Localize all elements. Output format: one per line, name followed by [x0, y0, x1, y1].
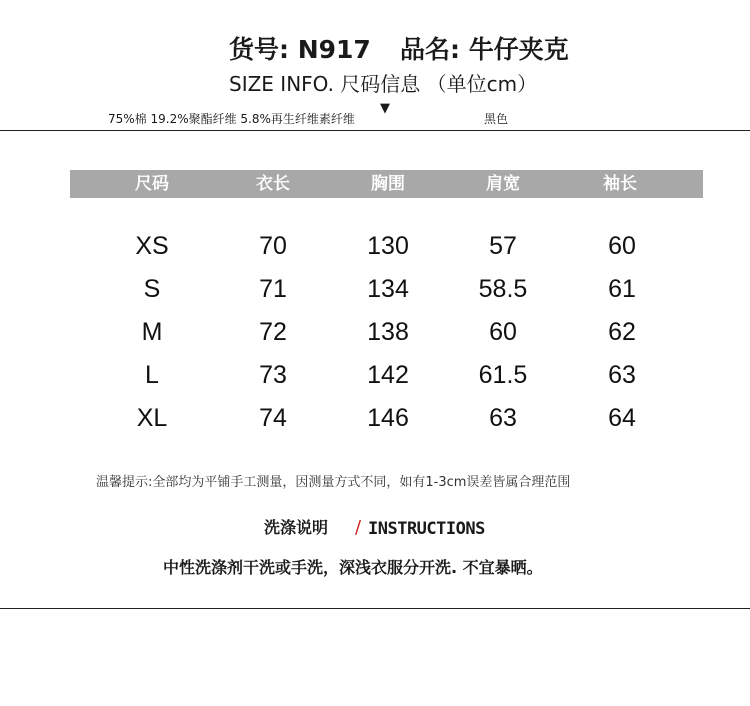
bottom-divider — [0, 608, 750, 609]
size-cell: XL — [136, 404, 168, 432]
chest-cell: 138 — [367, 318, 409, 346]
color-label: 黑色 — [484, 112, 509, 126]
length-cell: 74 — [259, 404, 287, 432]
table-row — [0, 269, 750, 309]
sleeve-cell: 64 — [608, 404, 636, 432]
chest-cell: 146 — [367, 404, 409, 432]
shoulder-cell: 61.5 — [478, 361, 528, 389]
chest-cell: 142 — [367, 361, 409, 389]
chest-cell: 130 — [367, 232, 409, 260]
size-cell: M — [141, 318, 163, 346]
sleeve-cell: 61 — [608, 275, 636, 303]
title-line — [0, 30, 750, 64]
length-cell: 72 — [259, 318, 287, 346]
size-info-heading: SIZE INFO. 尺码信息 （单位cm） — [229, 72, 538, 96]
length-cell: 70 — [259, 232, 287, 260]
measurement-notice: 温馨提示:全部均为平铺手工测量，因测量方式不同，如有1-3cm误差皆属合理范围 — [96, 475, 571, 490]
size-table-header — [70, 170, 703, 198]
shoulder-cell: 63 — [489, 404, 517, 432]
item-code: 货号: N917 — [229, 35, 371, 64]
triangle-down-icon: ▼ — [380, 101, 390, 116]
table-row — [0, 226, 750, 266]
size-cell: XS — [135, 232, 169, 260]
shoulder-cell: 57 — [489, 232, 517, 260]
wash-instructions-title: 洗涤说明 — [264, 518, 329, 537]
table-row — [0, 398, 750, 438]
product-name: 品名: 牛仔夹克 — [400, 35, 569, 64]
table-row — [0, 355, 750, 395]
top-divider — [0, 130, 750, 131]
chest-cell: 134 — [367, 275, 409, 303]
wash-title-slash: / — [355, 517, 362, 538]
column-header-size: 尺码 — [135, 174, 169, 194]
column-header-shoulder: 肩宽 — [486, 174, 520, 194]
wash-instructions-title-en: INSTRUCTIONS — [368, 519, 485, 539]
column-header-chest: 胸围 — [371, 174, 405, 194]
length-cell: 73 — [259, 361, 287, 389]
sleeve-cell: 63 — [608, 361, 636, 389]
table-row — [0, 312, 750, 352]
shoulder-cell: 60 — [489, 318, 517, 346]
column-header-sleeve: 袖长 — [603, 174, 637, 194]
sleeve-cell: 60 — [608, 232, 636, 260]
care-instruction-text: 中性洗涤剂干洗或手洗，深浅衣服分开洗. 不宜暴晒。 — [163, 558, 543, 577]
size-cell: S — [143, 275, 161, 303]
length-cell: 71 — [259, 275, 287, 303]
fabric-composition: 75%棉 19.2%聚酯纤维 5.8%再生纤维素纤维 — [108, 112, 355, 126]
column-header-length: 衣长 — [256, 174, 290, 194]
shoulder-cell: 58.5 — [478, 275, 528, 303]
sleeve-cell: 62 — [608, 318, 636, 346]
size-cell: L — [145, 361, 159, 389]
